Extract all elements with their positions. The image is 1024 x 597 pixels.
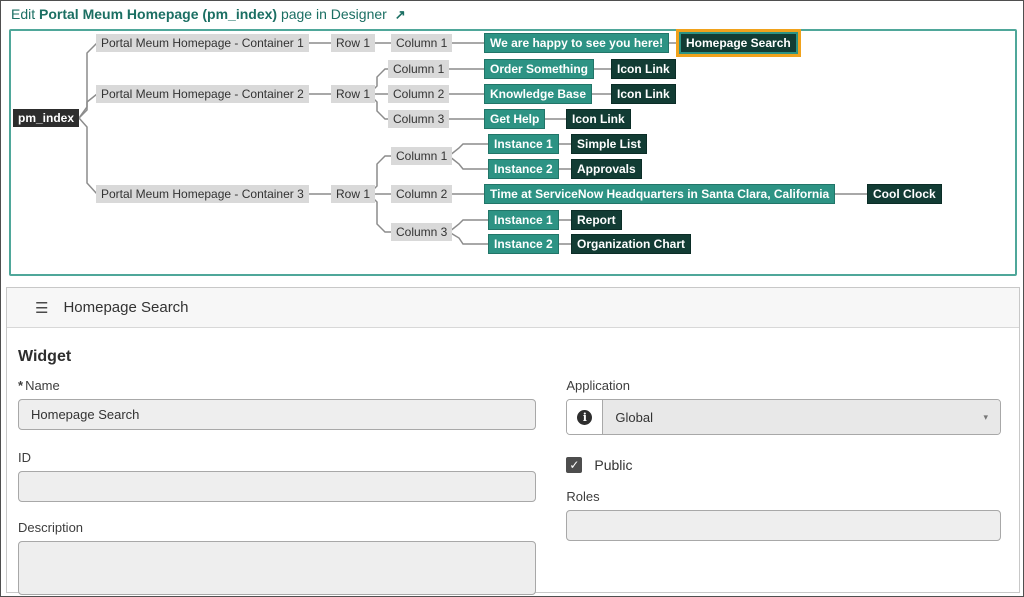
public-checkbox[interactable]: ✓ <box>566 457 582 473</box>
tree-node-root-page[interactable]: pm_index <box>13 109 79 127</box>
tree-node-homepage-search-widget-selected[interactable]: Homepage Search <box>679 32 798 54</box>
tree-node-c3-column-1[interactable]: Column 1 <box>391 147 452 165</box>
id-input[interactable] <box>18 471 536 502</box>
tree-node-c3c1-instance-1[interactable]: Instance 1 <box>488 134 559 154</box>
tree-node-icon-link-widget-3[interactable]: Icon Link <box>566 109 631 129</box>
tree-node-report-widget[interactable]: Report <box>571 210 622 230</box>
name-input[interactable] <box>18 399 536 430</box>
tree-node-c3-column-2[interactable]: Column 2 <box>391 185 452 203</box>
id-label: ID <box>18 450 31 465</box>
tree-node-cool-clock-widget[interactable]: Cool Clock <box>867 184 942 204</box>
description-textarea[interactable] <box>18 541 536 595</box>
tree-node-organization-chart-widget[interactable]: Organization Chart <box>571 234 691 254</box>
tree-node-c3-column-3[interactable]: Column 3 <box>391 223 452 241</box>
roles-label: Roles <box>566 489 600 504</box>
application-info-addon[interactable] <box>567 400 603 434</box>
widget-config-panel <box>6 287 1020 593</box>
tree-node-time-at-servicenow[interactable]: Time at ServiceNow Headquarters in Santa Clara, California <box>484 184 835 204</box>
tree-node-get-help[interactable]: Get Help <box>484 109 545 129</box>
edit-link-prefix: Edit <box>11 6 36 22</box>
application-label: Application <box>566 378 630 393</box>
roles-input[interactable] <box>566 510 1001 541</box>
tree-node-order-something[interactable]: Order Something <box>484 59 594 79</box>
application-select[interactable] <box>603 400 1000 434</box>
tree-node-c1-instance[interactable]: We are happy to see you here! <box>484 33 669 53</box>
tree-node-c2-row-1[interactable]: Row 1 <box>331 85 375 103</box>
widget-panel-body <box>7 328 1019 597</box>
required-mark: * <box>18 378 24 393</box>
external-link-icon: ↗ <box>394 7 406 22</box>
tree-node-icon-link-widget-1[interactable]: Icon Link <box>611 59 676 79</box>
tree-node-c3-row-1[interactable]: Row 1 <box>331 185 375 203</box>
info-icon: i <box>577 410 592 425</box>
tree-node-simple-list-widget[interactable]: Simple List <box>571 134 647 154</box>
public-checkbox-row <box>566 457 1001 473</box>
name-label: * Name <box>18 378 60 393</box>
edit-link-suffix: page in Designer <box>280 6 387 22</box>
tree-node-c1-column-1[interactable]: Column 1 <box>391 34 452 52</box>
application-selected-value: Global <box>615 409 653 425</box>
tree-node-c1-row-1[interactable]: Row 1 <box>331 34 375 52</box>
tree-node-c2-column-3[interactable]: Column 3 <box>388 110 449 128</box>
hamburger-menu-icon[interactable]: ☰ <box>35 299 49 317</box>
tree-node-container-3[interactable]: Portal Meum Homepage - Container 3 <box>96 185 309 203</box>
chevron-down-icon: ▾ <box>983 411 988 422</box>
tree-node-c2-column-1[interactable]: Column 1 <box>388 60 449 78</box>
widget-panel-header <box>7 288 1019 328</box>
tree-node-approvals-widget[interactable]: Approvals <box>571 159 642 179</box>
tree-node-container-2[interactable]: Portal Meum Homepage - Container 2 <box>96 85 309 103</box>
public-label: Public <box>594 457 633 473</box>
tree-node-c3c3-instance-1[interactable]: Instance 1 <box>488 210 559 230</box>
tree-node-c3c3-instance-2[interactable]: Instance 2 <box>488 234 559 254</box>
application-select-group <box>566 399 1001 435</box>
widget-section-title: Widget <box>18 348 72 365</box>
tree-node-c2-column-2[interactable]: Column 2 <box>388 85 449 103</box>
description-label: Description <box>18 520 84 535</box>
tree-node-knowledge-base[interactable]: Knowledge Base <box>484 84 592 104</box>
edit-link-page-name: Portal Meum Homepage (pm_index) <box>39 6 278 22</box>
tree-node-icon-link-widget-2[interactable]: Icon Link <box>611 84 676 104</box>
tree-node-container-1[interactable]: Portal Meum Homepage - Container 1 <box>96 34 309 52</box>
tree-node-c3c1-instance-2[interactable]: Instance 2 <box>488 159 559 179</box>
edit-page-in-designer-link[interactable] <box>11 6 406 23</box>
page-structure-tree-panel <box>9 29 1017 276</box>
widget-panel-title: Homepage Search <box>63 299 189 316</box>
